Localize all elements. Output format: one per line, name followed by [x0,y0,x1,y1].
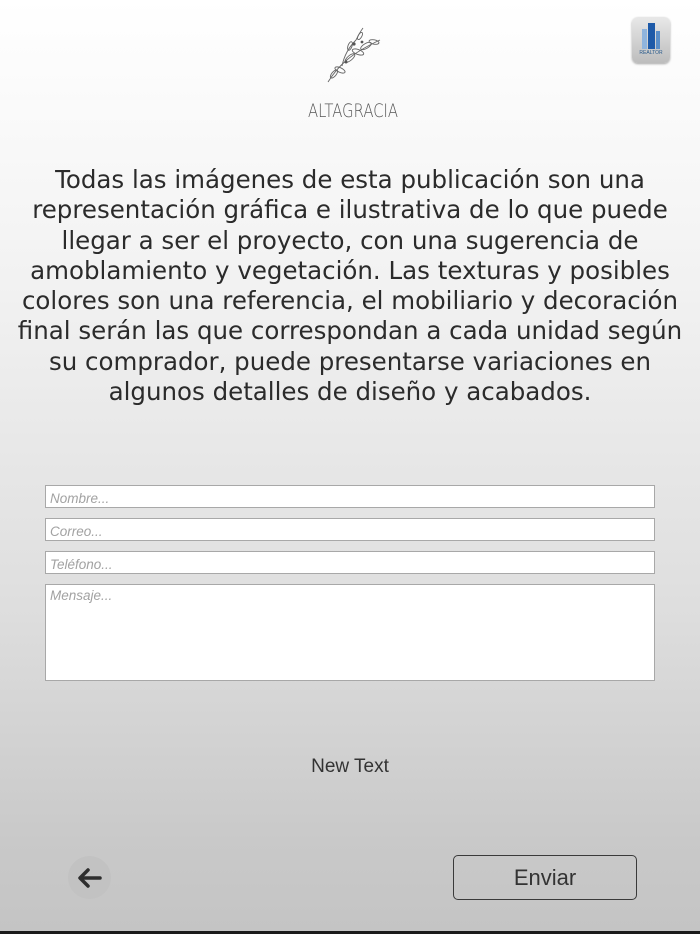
building-icon [642,21,660,49]
email-field[interactable] [45,518,655,541]
olive-branch-icon [320,26,386,86]
name-field[interactable] [45,485,655,508]
brand-logo [300,22,410,122]
back-button[interactable] [68,856,111,899]
phone-field[interactable] [45,551,655,574]
brand-name: ALTAGRACIA [308,100,399,122]
send-button[interactable]: Enviar [453,855,637,900]
badge-label: REALTOR [639,50,663,56]
disclaimer-text: Todas las imágenes de esta publicación son una representación gráfica e ilustrativa de lo que puede llegar a ser el proyecto, con una sugerencia de amoblamiento y vegetación. Las texturas y posibles colores son una referencia, el mobiliario y decoración final serán las que correspondan a cada unidad según su comprador, puede presentarse variaciones en algunos detalles de diseño y acabados. [17,165,683,407]
status-text: New Text [311,756,389,777]
realtor-badge[interactable] [632,17,670,63]
arrow-left-icon [78,868,102,888]
message-field[interactable] [45,584,655,681]
